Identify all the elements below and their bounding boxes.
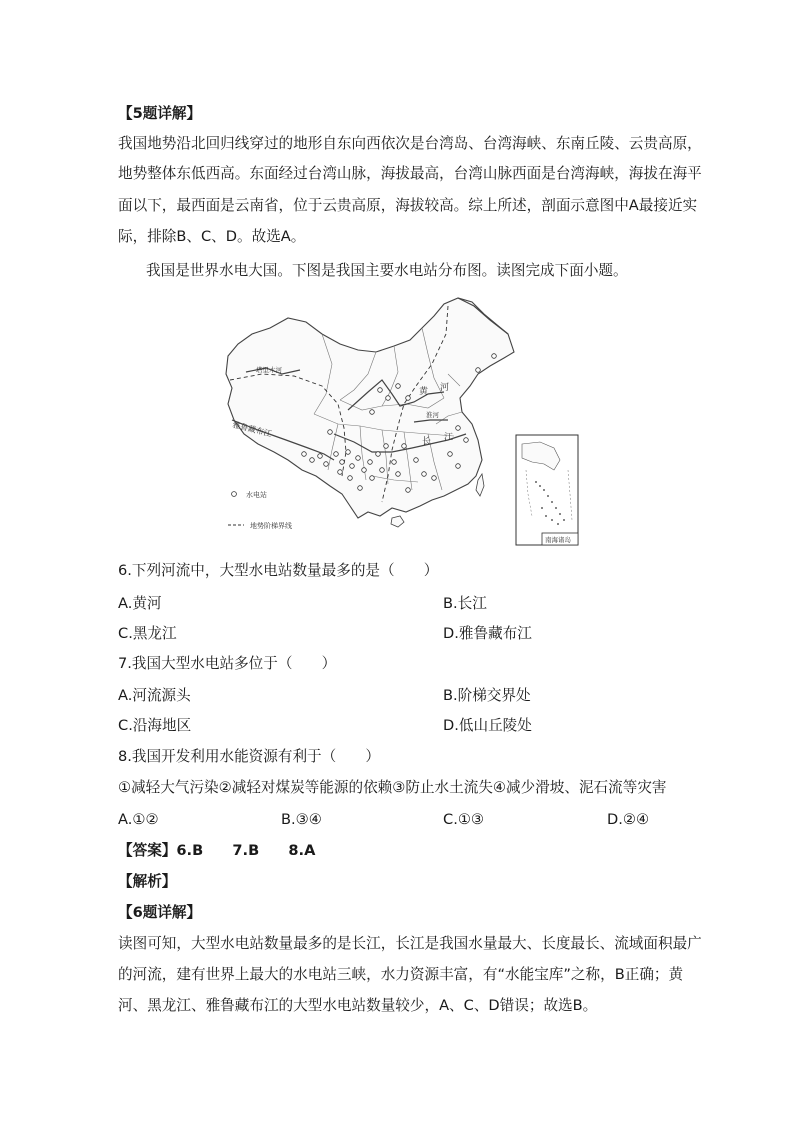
hydropower-map bbox=[222, 294, 580, 548]
q6-option-a: A.黄河 bbox=[118, 595, 162, 612]
legend-station-symbol bbox=[232, 492, 237, 497]
label-tarim-river: 塔里木河 bbox=[256, 366, 282, 374]
label-yarlung-river: 雅鲁藏布江 bbox=[231, 420, 273, 439]
analysis-heading: 【解析】 bbox=[118, 873, 177, 890]
q8-items: ①减轻大气污染②减轻对煤炭等能源的依赖③防止水土流失④减少滑坡、泥石流等灾害 bbox=[118, 779, 667, 796]
q8-option-b: B.③④ bbox=[281, 811, 322, 828]
taiwan-island bbox=[476, 474, 484, 496]
legend-boundary-label: 地势阶梯界线 bbox=[250, 522, 292, 530]
china-outline bbox=[226, 298, 514, 518]
q6-detail-line-3: 河、黑龙江、雅鲁藏布江的大型水电站数量较少，A、C、D错误；故选B。 bbox=[118, 997, 598, 1014]
answer-line: 【答案】6.B 7.B 8.A bbox=[118, 842, 316, 859]
q8-stem: 8.我国开发利用水能资源有利于（ ） bbox=[118, 748, 381, 765]
q5-detail-line-1: 我国地势沿北回归线穿过的地形自东向西依次是台湾岛、台湾海峡、东南丘陵、云贵高原， bbox=[118, 135, 702, 152]
q5-detail-line-3: 面以下，最西面是云南省，位于云贵高原，海拔较高。综上所述，剖面示意图中A最接近实 bbox=[118, 197, 698, 214]
q6-stem: 6.下列河流中，大型水电站数量最多的是（ ） bbox=[118, 562, 439, 579]
map-svg bbox=[222, 294, 580, 548]
intro-paragraph: 我国是世界水电大国。下图是我国主要水电站分布图。读图完成下面小题。 bbox=[146, 262, 628, 279]
legend-station-label: 水电站 bbox=[246, 491, 267, 499]
south-china-sea-inset bbox=[516, 435, 578, 545]
hainan-island bbox=[391, 516, 404, 527]
label-changjiang-2: 江 bbox=[444, 433, 454, 443]
q8-option-d: D.②④ bbox=[607, 811, 650, 828]
label-changjiang-1: 长 bbox=[422, 437, 432, 447]
q5-detail-heading: 【5题详解】 bbox=[118, 105, 202, 122]
q7-stem: 7.我国大型水电站多位于（ ） bbox=[118, 655, 337, 672]
label-yellow-river-1: 黄 bbox=[419, 387, 429, 397]
q7-option-b: B.阶梯交界处 bbox=[443, 687, 531, 704]
q6-option-c: C.黑龙江 bbox=[118, 625, 177, 642]
q7-option-c: C.沿海地区 bbox=[118, 717, 192, 734]
q5-detail-line-4: 际，排除B、C、D。故选A。 bbox=[118, 228, 306, 245]
q5-detail-line-2: 地势整体东低西高。东面经过台湾山脉，海拔最高，台湾山脉西面是台湾海峡，海拔在海平 bbox=[118, 165, 702, 182]
q6-detail-line-2: 的河流，建有世界上最大的水电站三峡，水力资源丰富，有“水能宝库”之称，B正确；黄 bbox=[118, 966, 684, 983]
q6-option-b: B.长江 bbox=[443, 595, 487, 612]
q7-option-a: A.河流源头 bbox=[118, 687, 191, 704]
q6-detail-line-1: 读图可知，大型水电站数量最多的是长江，长江是我国水量最大、长度最长、流域面积最广 bbox=[118, 935, 702, 952]
q6-option-d: D.雅鲁藏布江 bbox=[443, 625, 532, 642]
label-huai-river: 淮河 bbox=[426, 411, 439, 419]
q6-detail-heading: 【6题详解】 bbox=[118, 904, 202, 921]
inset-label: 南海诸岛 bbox=[545, 536, 571, 544]
q8-option-c: C.①③ bbox=[443, 811, 484, 828]
q7-option-d: D.低山丘陵处 bbox=[443, 717, 532, 734]
q8-option-a: A.①② bbox=[118, 811, 159, 828]
map-legend bbox=[228, 490, 292, 530]
label-yellow-river-2: 河 bbox=[440, 383, 450, 393]
